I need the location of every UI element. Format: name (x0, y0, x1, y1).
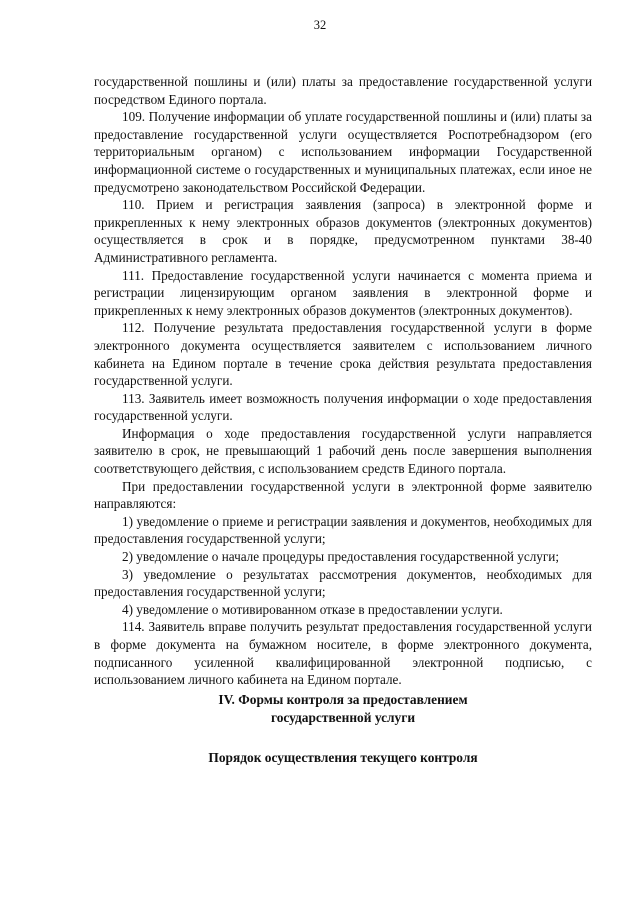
paragraph-notifications-intro: При предоставлении государственной услуги в электронной форме заявителю направляются: (94, 478, 592, 512)
paragraph-112: 112. Получение результата предоставления государственной услуги в форме электронного документа осуществляется заявителем с использованием личного кабинета на Едином портале в течение срока действия результата предоставления государственной услуги. (94, 320, 592, 389)
paragraph-111: 111. Предоставление государственной услуги начинается с момента приема и регистрации лицензирующим органом заявления в электронной форме и прикрепленных к нему электронных образов документов (электронных документов). (94, 267, 592, 318)
section-heading (94, 691, 592, 727)
paragraph-114: 114. Заявитель вправе получить результат предоставления государственной услуги в форме документа на бумажном носителе, в форме электронного документа, подписанного усиленной квалифицированной электронной подписью, с использованием личного кабинета на Едином портале. (94, 619, 592, 688)
paragraph-110: 110. Прием и регистрация заявления (запроса) в электронной форме и прикрепленных к нему электронных образов документов (электронных документов) осуществляется в срок и в порядке, предусмотренном пунктами 38-40 Административного регламента. (94, 197, 592, 265)
section-heading-line1: IV. Формы контроля за предоставлением (218, 691, 468, 707)
paragraph-109: 109. Получение информации об уплате государственной пошлины и (или) платы за предоставление государственной услуги осуществляется Роспотребнадзором (его территориальным органом) с использованием информации Государственной информационной системе о государственных и муниципальных платежах, если иное не предусмотрено законодательством Российской Федерации. (94, 109, 592, 195)
paragraph-113: 113. Заявитель имеет возможность получения информации о ходе предоставления государственной услуги. (94, 390, 592, 424)
list-item-notification-4: 4) уведомление о мотивированном отказе в предоставлении услуги. (122, 601, 503, 617)
paragraph-continuation: государственной пошлины и (или) платы за предоставление государственной услуги посредством Единого портала. (94, 74, 592, 107)
section-heading-line2: государственной услуги (270, 709, 416, 725)
list-item-notification-3: 3) уведомление о результатах рассмотрения документов, необходимых для предоставления государственной услуги; (94, 566, 592, 600)
section-subheading: Порядок осуществления текущего контроля (208, 749, 478, 765)
document-body (94, 73, 592, 767)
paragraph-information: Информация о ходе предоставления государственной услуги направляется заявителю в срок, не превышающий 1 рабочий день после завершения выполнения соответствующего действия, с использованием средств Единого портала. (94, 425, 592, 477)
list-item-notification-2: 2) уведомление о начале процедуры предоставления государственной услуги; (122, 549, 560, 565)
page-number: 32 (313, 18, 327, 32)
list-item-notification-1: 1) уведомление о приеме и регистрации заявления и документов, необходимых для предоставления государственной услуги; (94, 513, 592, 547)
